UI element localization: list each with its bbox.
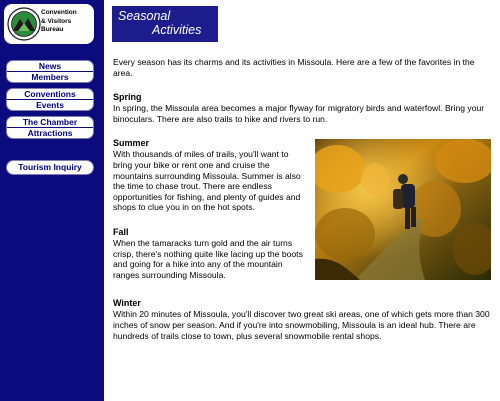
banner-line-2: Activities (152, 23, 202, 37)
mountain-emblem-icon (7, 7, 41, 41)
main-content (113, 57, 491, 341)
page-title-banner (112, 6, 218, 42)
sidebar (0, 0, 104, 401)
logo-line-3: Bureau (41, 26, 64, 33)
winter-text: Within 20 minutes of Missoula, you'll discover two great ski areas, one of which gets more than 300 inches of snow per season. And if you're into snowmobiling, Missoula is an ideal hub. There are hundreds of trails close to town, plus several snowmobile rental shops. (113, 309, 490, 341)
summer-text: With thousands of miles of trails, you'll want to bring your bike or rent one and cruise the mountains surrounding Missoula. Summer is also the time to chase trout. There are endless opportunities for fishing, and plenty of guides and shops to clue you in on the hot spots. (113, 149, 301, 213)
summer-heading: Summer (113, 138, 150, 149)
nav-group-conventions-events (6, 88, 94, 111)
nav-group-news-members (6, 60, 94, 83)
logo-line-2: & Visitors (41, 17, 72, 25)
fall-text: When the tamaracks turn gold and the air turns crisp, there's nothing quite like lacing up the boots and going for a hike into any of the mountain ranges surrounding Missoula. (113, 237, 303, 280)
nav-tourism-inquiry-button[interactable]: Tourism Inquiry (6, 160, 94, 175)
nav-news-button[interactable]: News (38, 61, 62, 71)
nav-members-button[interactable]: Members (7, 71, 93, 82)
fall-heading: Fall (113, 226, 129, 237)
nav-attractions-button[interactable]: Attractions (7, 127, 93, 138)
hiker-autumn-photo (315, 139, 491, 280)
intro-text: Every season has its charms and its activities in Missoula. Here are a few of the favorites in the area. (113, 57, 475, 78)
nav-group-chamber-attractions (6, 116, 94, 139)
spring-text: In spring, the Missoula area becomes a major flyway for migratory birds and waterfowl. Bring your binoculars. There are also trails to hike and rivers to run. (113, 103, 485, 124)
logo[interactable] (4, 4, 94, 44)
banner-line-1: Seasonal (118, 9, 171, 23)
nav-chamber-button[interactable]: The Chamber (22, 117, 78, 127)
spring-heading: Spring (113, 92, 142, 103)
winter-heading: Winter (113, 298, 141, 309)
logo-line-1: Convention (41, 9, 77, 16)
nav-events-button[interactable]: Events (7, 99, 93, 110)
logo-text (41, 9, 94, 35)
nav-conventions-button[interactable]: Conventions (24, 89, 76, 99)
